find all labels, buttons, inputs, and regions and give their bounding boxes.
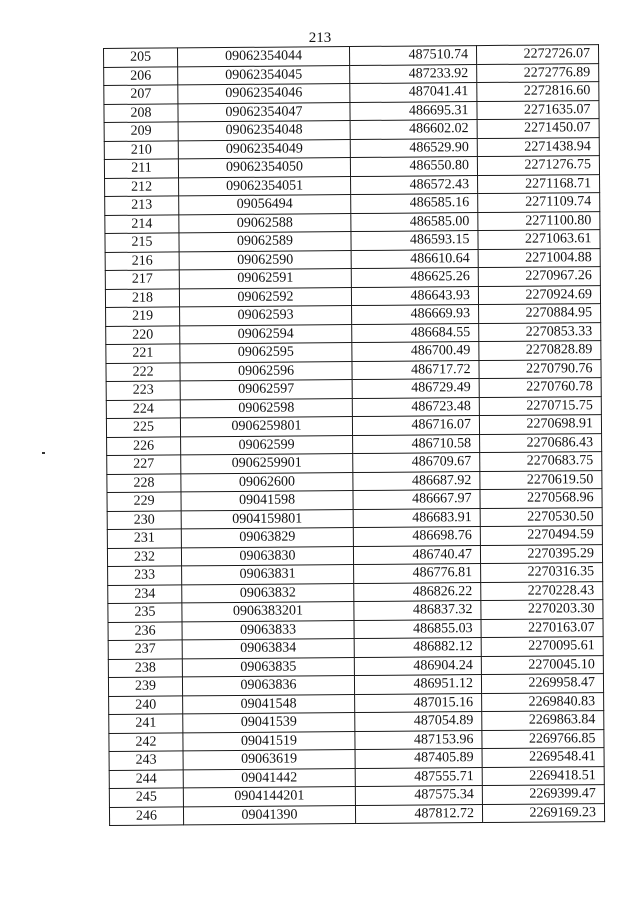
y-coordinate-cell: 2270568.96 — [480, 489, 602, 508]
x-coordinate-cell: 486684.55 — [352, 323, 479, 342]
point-id-cell: 09041539 — [183, 713, 355, 733]
y-coordinate-cell: 2270853.33 — [479, 322, 601, 341]
point-id-cell: 09062354051 — [179, 176, 351, 196]
x-coordinate-cell: 486717.72 — [352, 360, 479, 379]
row-number-cell: 238 — [108, 658, 182, 677]
row-number-cell: 206 — [104, 66, 178, 85]
row-number-cell: 230 — [107, 510, 181, 529]
row-number-cell: 209 — [104, 122, 178, 141]
row-number-cell: 228 — [107, 473, 181, 492]
x-coordinate-cell: 486550.80 — [350, 157, 477, 176]
x-coordinate-cell: 486602.02 — [350, 120, 477, 139]
point-id-cell: 09063834 — [182, 639, 354, 659]
row-number-cell: 245 — [109, 788, 183, 807]
row-number-cell: 241 — [109, 714, 183, 733]
y-coordinate-cell: 2271100.80 — [478, 211, 600, 230]
y-coordinate-cell: 2270967.26 — [478, 267, 600, 286]
point-id-cell: 09063831 — [182, 565, 354, 585]
x-coordinate-cell: 486882.12 — [354, 638, 481, 657]
point-id-cell: 09063835 — [182, 657, 354, 677]
x-coordinate-cell: 486683.91 — [353, 508, 480, 527]
x-coordinate-cell: 486643.93 — [351, 286, 478, 305]
x-coordinate-cell: 486700.49 — [352, 342, 479, 361]
x-coordinate-cell: 487015.16 — [355, 693, 482, 712]
x-coordinate-cell: 487555.71 — [355, 767, 482, 786]
row-number-cell: 243 — [109, 751, 183, 770]
row-number-cell: 226 — [107, 436, 181, 455]
x-coordinate-cell: 487812.72 — [355, 804, 482, 823]
y-coordinate-cell: 2270228.43 — [481, 581, 603, 600]
row-number-cell: 214 — [105, 214, 179, 233]
row-number-cell: 239 — [108, 677, 182, 696]
point-id-cell: 09062600 — [181, 472, 353, 492]
x-coordinate-cell: 487510.74 — [349, 46, 476, 65]
point-id-cell: 09062354045 — [178, 65, 350, 85]
y-coordinate-cell: 2269418.51 — [482, 766, 604, 785]
coordinate-table-container — [103, 44, 604, 826]
y-coordinate-cell: 2269958.47 — [481, 674, 603, 693]
x-coordinate-cell: 486585.00 — [351, 212, 478, 231]
y-coordinate-cell: 2269548.41 — [482, 748, 604, 767]
row-number-cell: 210 — [104, 140, 178, 159]
x-coordinate-cell: 487233.92 — [350, 64, 477, 83]
y-coordinate-cell: 2269399.47 — [482, 785, 604, 804]
y-coordinate-cell: 2270619.50 — [480, 470, 602, 489]
x-coordinate-cell: 487041.41 — [350, 83, 477, 102]
x-coordinate-cell: 487575.34 — [355, 786, 482, 805]
x-coordinate-cell: 486698.76 — [353, 527, 480, 546]
x-coordinate-cell: 486695.31 — [350, 101, 477, 120]
point-id-cell: 09041519 — [183, 731, 355, 751]
y-coordinate-cell: 2269169.23 — [482, 803, 604, 822]
y-coordinate-cell: 2270095.61 — [481, 637, 603, 656]
x-coordinate-cell: 486669.93 — [352, 305, 479, 324]
y-coordinate-cell: 2271438.94 — [477, 137, 599, 156]
row-number-cell: 246 — [109, 806, 183, 825]
row-number-cell: 211 — [104, 159, 178, 178]
x-coordinate-cell: 486709.67 — [353, 453, 480, 472]
x-coordinate-cell: 486625.26 — [351, 268, 478, 287]
y-coordinate-cell: 2270683.75 — [480, 452, 602, 471]
coordinate-table — [103, 44, 605, 826]
point-id-cell: 09062596 — [180, 361, 352, 381]
y-coordinate-cell: 2272726.07 — [476, 45, 598, 64]
point-id-cell: 0904144201 — [183, 787, 355, 807]
y-coordinate-cell: 2271276.75 — [477, 156, 599, 175]
y-coordinate-cell: 2272776.89 — [477, 63, 599, 82]
y-coordinate-cell: 2271063.61 — [478, 230, 600, 249]
y-coordinate-cell: 2270828.89 — [479, 341, 601, 360]
y-coordinate-cell: 2270203.30 — [481, 600, 603, 619]
y-coordinate-cell: 2270760.78 — [479, 378, 601, 397]
row-number-cell: 227 — [107, 455, 181, 474]
point-id-cell: 09062597 — [180, 380, 352, 400]
scan-speck — [42, 452, 45, 454]
point-id-cell: 09062354048 — [178, 121, 350, 141]
point-id-cell: 09062591 — [179, 269, 351, 289]
y-coordinate-cell: 2270163.07 — [481, 618, 603, 637]
y-coordinate-cell: 2270045.10 — [481, 655, 603, 674]
point-id-cell: 0906259801 — [180, 417, 352, 437]
point-id-cell: 09063830 — [181, 546, 353, 566]
point-id-cell: 09063829 — [181, 528, 353, 548]
y-coordinate-cell: 2270316.35 — [481, 563, 603, 582]
y-coordinate-cell: 2270686.43 — [480, 433, 602, 452]
x-coordinate-cell: 486593.15 — [351, 231, 478, 250]
row-number-cell: 235 — [108, 603, 182, 622]
point-id-cell: 09062590 — [179, 250, 351, 270]
y-coordinate-cell: 2269766.85 — [482, 729, 604, 748]
x-coordinate-cell: 486667.97 — [353, 490, 480, 509]
point-id-cell: 09062599 — [181, 435, 353, 455]
point-id-cell: 09062595 — [180, 343, 352, 363]
x-coordinate-cell: 487054.89 — [355, 712, 482, 731]
row-number-cell: 232 — [107, 547, 181, 566]
row-number-cell: 208 — [104, 103, 178, 122]
point-id-cell: 09062354047 — [178, 102, 350, 122]
point-id-cell: 0906259901 — [181, 454, 353, 474]
x-coordinate-cell: 486710.58 — [353, 434, 480, 453]
row-number-cell: 218 — [105, 288, 179, 307]
x-coordinate-cell: 486687.92 — [353, 471, 480, 490]
row-number-cell: 242 — [109, 732, 183, 751]
point-id-cell: 09041548 — [183, 694, 355, 714]
x-coordinate-cell: 486740.47 — [353, 545, 480, 564]
x-coordinate-cell: 486826.22 — [354, 582, 481, 601]
x-coordinate-cell: 486572.43 — [351, 175, 478, 194]
point-id-cell: 0906383201 — [182, 602, 354, 622]
row-number-cell: 207 — [104, 85, 178, 104]
point-id-cell: 09062354044 — [178, 47, 350, 67]
x-coordinate-cell: 486585.16 — [351, 194, 478, 213]
point-id-cell: 09041390 — [183, 805, 355, 825]
x-coordinate-cell: 486723.48 — [352, 397, 479, 416]
point-id-cell: 09062589 — [179, 232, 351, 252]
y-coordinate-cell: 2269863.84 — [482, 711, 604, 730]
point-id-cell: 09063833 — [182, 620, 354, 640]
point-id-cell: 09056494 — [179, 195, 351, 215]
y-coordinate-cell: 2270924.69 — [478, 285, 600, 304]
y-coordinate-cell: 2270395.29 — [480, 544, 602, 563]
y-coordinate-cell: 2271450.07 — [477, 119, 599, 138]
point-id-cell: 09062354049 — [178, 139, 350, 159]
y-coordinate-cell: 2271004.88 — [478, 248, 600, 267]
x-coordinate-cell: 486855.03 — [354, 619, 481, 638]
x-coordinate-cell: 486837.32 — [354, 601, 481, 620]
row-number-cell: 223 — [106, 381, 180, 400]
y-coordinate-cell: 2270530.50 — [480, 507, 602, 526]
y-coordinate-cell: 2270698.91 — [479, 415, 601, 434]
row-number-cell: 205 — [104, 48, 178, 67]
table-body — [104, 45, 605, 826]
row-number-cell: 219 — [106, 307, 180, 326]
y-coordinate-cell: 2270790.76 — [479, 359, 601, 378]
row-number-cell: 225 — [106, 418, 180, 437]
point-id-cell: 09062598 — [180, 398, 352, 418]
row-number-cell: 244 — [109, 769, 183, 788]
point-id-cell: 09062593 — [180, 306, 352, 326]
row-number-cell: 237 — [108, 640, 182, 659]
row-number-cell: 217 — [105, 270, 179, 289]
x-coordinate-cell: 487405.89 — [355, 749, 482, 768]
point-id-cell: 09062354046 — [178, 84, 350, 104]
y-coordinate-cell: 2270494.59 — [480, 526, 602, 545]
page-number: 213 — [308, 30, 332, 46]
y-coordinate-cell: 2271635.07 — [477, 100, 599, 119]
point-id-cell: 09063832 — [182, 583, 354, 603]
row-number-cell: 213 — [105, 196, 179, 215]
point-id-cell: 09062592 — [179, 287, 351, 307]
row-number-cell: 220 — [106, 325, 180, 344]
y-coordinate-cell: 2271168.71 — [478, 174, 600, 193]
point-id-cell: 09063619 — [183, 750, 355, 770]
x-coordinate-cell: 486716.07 — [352, 416, 479, 435]
point-id-cell: 09041598 — [181, 491, 353, 511]
x-coordinate-cell: 486529.90 — [350, 138, 477, 157]
row-number-cell: 222 — [106, 362, 180, 381]
row-number-cell: 233 — [108, 566, 182, 585]
row-number-cell: 234 — [108, 584, 182, 603]
point-id-cell: 0904159801 — [181, 509, 353, 529]
row-number-cell: 231 — [107, 529, 181, 548]
point-id-cell: 09062594 — [180, 324, 352, 344]
y-coordinate-cell: 2271109.74 — [478, 193, 600, 212]
point-id-cell: 09041442 — [183, 768, 355, 788]
row-number-cell: 240 — [109, 695, 183, 714]
point-id-cell: 09062354050 — [178, 158, 350, 178]
point-id-cell: 09063836 — [182, 676, 354, 696]
y-coordinate-cell: 2270884.95 — [479, 304, 601, 323]
row-number-cell: 229 — [107, 492, 181, 511]
row-number-cell: 216 — [105, 251, 179, 270]
row-number-cell: 215 — [105, 233, 179, 252]
x-coordinate-cell: 486729.49 — [352, 379, 479, 398]
y-coordinate-cell: 2270715.75 — [479, 396, 601, 415]
row-number-cell: 236 — [108, 621, 182, 640]
row-number-cell: 224 — [106, 399, 180, 418]
x-coordinate-cell: 486904.24 — [354, 656, 481, 675]
row-number-cell: 221 — [106, 344, 180, 363]
y-coordinate-cell: 2272816.60 — [477, 82, 599, 101]
y-coordinate-cell: 2269840.83 — [482, 692, 604, 711]
table-row — [109, 803, 604, 825]
x-coordinate-cell: 487153.96 — [355, 730, 482, 749]
x-coordinate-cell: 486951.12 — [354, 675, 481, 694]
point-id-cell: 09062588 — [179, 213, 351, 233]
row-number-cell: 212 — [105, 177, 179, 196]
x-coordinate-cell: 486776.81 — [354, 564, 481, 583]
x-coordinate-cell: 486610.64 — [351, 249, 478, 268]
